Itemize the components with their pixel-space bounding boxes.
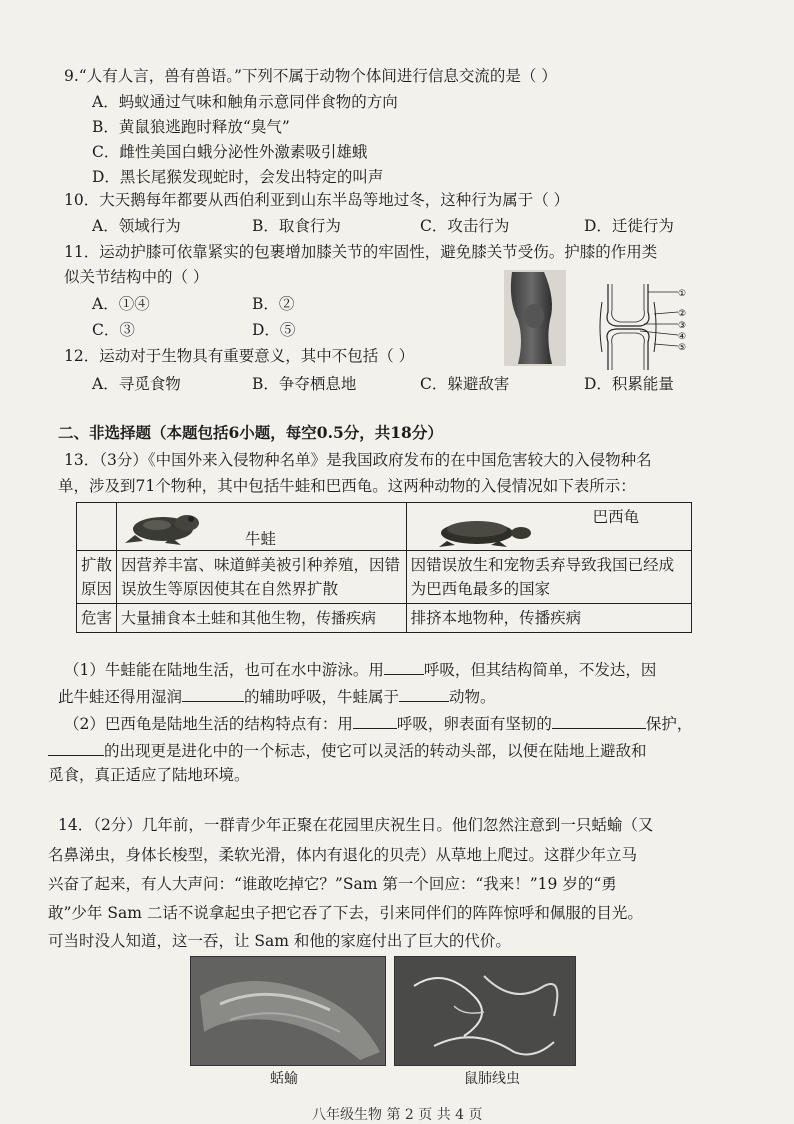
q9-stem: 9.“人有人言，兽有兽语。”下列不属于动物个体间进行信息交流的是（ ） bbox=[64, 67, 557, 85]
q11-stem-line1: 11．运动护膝可依靠紧实的包裹增加膝关节的牢固性，避免膝关节受伤。护膝的作用类 bbox=[64, 243, 658, 261]
bullfrog-spread-cause: 因营养丰富、味道鲜美被引种养殖，因错误放生等原因使其在自然界扩散 bbox=[117, 551, 407, 604]
q12-stem: 12．运动对于生物具有重要意义，其中不包括（ ） bbox=[64, 347, 415, 365]
q12-option-a: A．寻觅食物 bbox=[92, 375, 181, 393]
answer-blank-5[interactable] bbox=[552, 712, 646, 729]
row-label-harm: 危害 bbox=[77, 604, 117, 633]
q12-option-b: B．争夺栖息地 bbox=[252, 375, 357, 393]
brazilian-turtle-header-cell bbox=[406, 503, 691, 551]
joint-label-5: ⑤ bbox=[678, 343, 687, 353]
q11-option-c: C．③ bbox=[92, 321, 135, 339]
q13-part1-line2 bbox=[58, 685, 496, 707]
q13-part2-line2 bbox=[48, 739, 647, 761]
q9-option-d: D．黑长尾猴发现蛇时，会发出特定的叫声 bbox=[92, 168, 384, 186]
joint-label-1: ① bbox=[678, 289, 687, 299]
q14-line5: 可当时没人知道，这一吞，让 Sam 和他的家庭付出了巨大的代价。 bbox=[48, 932, 511, 950]
brazilian-turtle-label: 巴西龟 bbox=[592, 508, 640, 526]
rat-lungworm-caption: 鼠肺线虫 bbox=[464, 1071, 520, 1087]
q9-option-c: C．雌性美国白蛾分泌性外激素吸引雄蛾 bbox=[92, 143, 368, 161]
joint-label-4: ④ bbox=[678, 332, 687, 342]
turtle-harm: 排挤本地物种，传播疾病 bbox=[406, 604, 691, 633]
section-2-heading: 二、非选择题（本题包括6小题，每空0.5分，共18分） bbox=[58, 423, 443, 442]
joint-label-3: ③ bbox=[678, 321, 687, 331]
brazilian-turtle-image bbox=[427, 511, 537, 549]
q13-p1-text-c: 此牛蛙还得用湿润 bbox=[58, 688, 183, 706]
q10-option-d: D．迁徙行为 bbox=[584, 217, 674, 235]
q10-option-a: A．领域行为 bbox=[92, 217, 181, 235]
q9-option-b: B．黄鼠狼逃跑时释放“臭气” bbox=[92, 118, 290, 136]
q13-p2-text-c: 保护， bbox=[645, 715, 693, 733]
bullfrog-image bbox=[121, 507, 211, 547]
turtle-spread-cause: 因错误放生和宠物丢弃导致我国已经成为巴西龟最多的国家 bbox=[406, 551, 691, 604]
q14-line2: 名鼻涕虫，身体长梭型，柔软光滑，体内有退化的贝壳）从草地上爬过。这群少年立马 bbox=[48, 846, 638, 864]
row-label-spread-cause: 扩散原因 bbox=[77, 551, 117, 604]
q13-line2: 单，涉及到71个物种，其中包括牛蛙和巴西龟。这两种动物的入侵情况如下表所示： bbox=[58, 477, 636, 495]
joint-label-2: ② bbox=[678, 309, 687, 319]
q10-stem: 10．大天鹅每年都要从西伯利亚到山东半岛等地过冬，这种行为属于（ ） bbox=[64, 191, 570, 209]
knee-joint-diagram bbox=[598, 282, 692, 372]
answer-blank-1[interactable] bbox=[384, 658, 424, 675]
q13-p2-text-d: 的出现更是进化中的一个标志，使它可以灵活的转动头部，以便在陆地上避敌和 bbox=[104, 742, 647, 760]
bullfrog-header-cell bbox=[117, 503, 407, 551]
q14-line1: 14．（2分）几年前，一群青少年正聚在花园里庆祝生日。他们忽然注意到一只蛞蝓（又 bbox=[58, 816, 654, 834]
q13-line1: 13．（3分）《中国外来入侵物种名单》是我国政府发布的在中国危害较大的入侵物种名 bbox=[64, 451, 652, 469]
q14-line4: 敢”少年 Sam 二话不说拿起虫子把它吞了下去，引来同伴们的阵阵惊呼和佩服的目光。 bbox=[48, 904, 643, 922]
q11-option-a: A．①④ bbox=[92, 295, 150, 313]
q10-option-b: B．取食行为 bbox=[252, 217, 341, 235]
q13-p1-text-a: （1）牛蛙能在陆地生活，也可在水中游泳。用 bbox=[64, 661, 384, 679]
q13-p2-text-b: 呼吸，卵表面有坚韧的 bbox=[396, 715, 552, 733]
table-corner-cell bbox=[77, 503, 117, 551]
q14-line3: 兴奋了起来，有人大声问：“谁敢吃掉它？”Sam 第一个回应：“我来！”19 岁的“勇 bbox=[48, 875, 617, 893]
q12-option-c: C．躲避敌害 bbox=[420, 375, 510, 393]
q13-part2-line3: 觅食，真正适应了陆地环境。 bbox=[48, 766, 250, 784]
q9-option-a: A．蚂蚁通过气味和触角示意同伴食物的方向 bbox=[92, 93, 398, 111]
q13-part2-line1 bbox=[64, 712, 692, 734]
slug-photo bbox=[190, 956, 386, 1066]
q13-part1-line1 bbox=[64, 658, 656, 680]
q13-p1-text-d: 的辅助呼吸，牛蛙属于 bbox=[244, 688, 400, 706]
knee-brace-image bbox=[504, 270, 566, 366]
page-footer: 八年级生物 第 2 页 共 4 页 bbox=[312, 1107, 483, 1123]
q10-option-c: C．攻击行为 bbox=[420, 217, 510, 235]
bullfrog-harm: 大量捕食本土蛙和其他生物，传播疾病 bbox=[117, 604, 407, 633]
invasive-species-table bbox=[76, 502, 692, 633]
q12-option-d: D．积累能量 bbox=[584, 375, 674, 393]
q13-p1-text-e: 动物。 bbox=[449, 688, 496, 706]
q13-p1-text-b: 呼吸，但其结构简单，不发达，因 bbox=[423, 661, 657, 679]
answer-blank-3[interactable] bbox=[399, 685, 449, 702]
q11-stem-line2: 似关节结构中的（ ） bbox=[64, 268, 209, 286]
answer-blank-2[interactable] bbox=[182, 685, 244, 702]
slug-caption: 蛞蝓 bbox=[270, 1071, 298, 1087]
q13-p2-text-a: （2）巴西龟是陆地生活的结构特点有：用 bbox=[64, 715, 353, 733]
answer-blank-4[interactable] bbox=[353, 712, 397, 729]
q11-option-b: B．② bbox=[252, 295, 295, 313]
answer-blank-6[interactable] bbox=[48, 739, 104, 756]
q11-option-d: D．⑤ bbox=[252, 321, 296, 339]
bullfrog-label: 牛蛙 bbox=[245, 530, 277, 548]
rat-lungworm-photo bbox=[394, 956, 576, 1066]
